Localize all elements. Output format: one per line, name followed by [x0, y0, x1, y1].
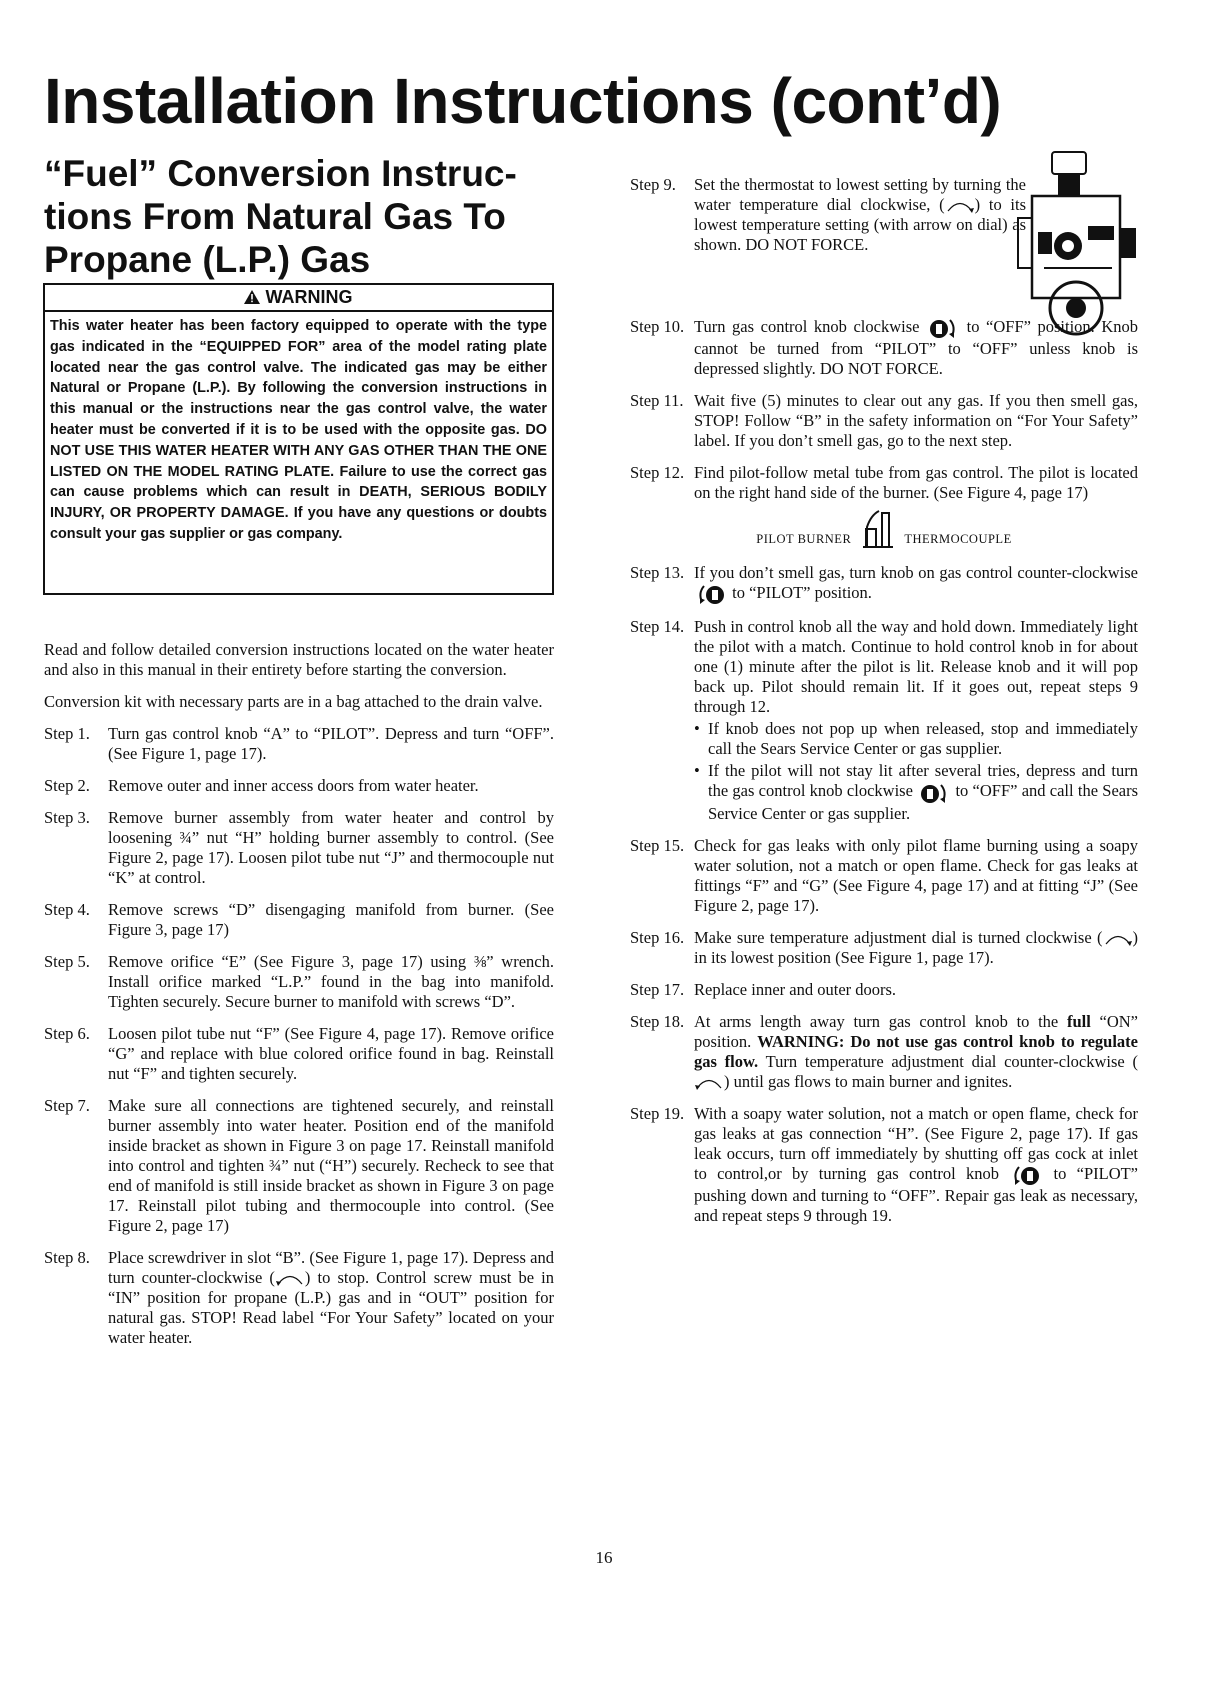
step-warning-text: WARNING: Do not use gas control knob to regulate gas flow. — [694, 1031, 1139, 1071]
step-text-b: to “PILOT” position. — [732, 583, 872, 603]
step-text-a: Set the thermostat to lowest setting by turning the water temperature dial clockwise, ( — [694, 175, 1026, 214]
step-label: Step 7. — [44, 1096, 90, 1115]
step-8 — [44, 1248, 554, 1348]
step-text-b: to “PILOT” pushing down and turning to “OFF”. Repair gas leak as necessary, and repeat steps 9 through 19. — [694, 1163, 1139, 1225]
step-4 — [44, 900, 554, 940]
step-text: Make sure all connections are tightened securely, and reinstall burner assembly into water heater. Position end of the manifold inside bracket as shown in Figure 3 on page 17. Reinstall manifold into control and tighten ¾” nut (“H”) securely. Recheck to see that end of manifold is still inside bracket as shown in Figure 3 on page 17. Reinstall pilot tubing and thermocouple into control. (See Figure 2, page 17) — [108, 1096, 554, 1235]
step-text-b: ) in its lowest position (See Figure 1, page 17). — [694, 927, 1138, 967]
step-text: Push in control knob all the way and hold down. Immediately light the pilot with a match. Continue to hold control knob in for about one (1) minute after the pilot is lit. Release knob and it will pop back up. Pilot should remain lit. If it goes out, repeat steps 9 through 12. — [694, 617, 1138, 717]
pilot-burner-icon — [861, 509, 895, 549]
warning-triangle-icon — [244, 290, 260, 304]
bullet-text-b: to “OFF” and call the Sears Service Center or gas supplier. — [708, 781, 1139, 823]
intro-paragraph-2: Conversion kit with necessary parts are in a bag attached to the drain valve. — [44, 692, 543, 711]
step-label: Step 4. — [44, 900, 90, 919]
step-label: Step 9. — [630, 175, 676, 194]
step-label: Step 10. — [630, 317, 685, 336]
step-text-a: At arms length away turn gas control knob to the — [694, 1011, 1059, 1031]
right-column — [630, 175, 1138, 1238]
left-column — [44, 640, 554, 1360]
step-text: Check for gas leaks with only pilot flame burning using a soapy water solution, not a match or open flame. Check for gas leaks at fittings “F” and “G” (See Figure 4, page 17) and at fitting “J” (See Figure 2, page 17). — [694, 835, 1138, 915]
step-text-b: “ON” position. — [694, 1011, 1138, 1051]
warning-heading-text: WARNING — [265, 287, 353, 307]
step-text: Find pilot-follow metal tube from gas control. The pilot is located on the right hand side of the burner. (See Figure 4, page 17) — [694, 463, 1138, 503]
step-14-bullet-2 — [694, 761, 1138, 823]
step-label: Step 3. — [44, 808, 90, 827]
step-text-full: full — [1066, 1011, 1091, 1031]
step-18 — [630, 1012, 1138, 1092]
step-text-a: Make sure temperature adjustment dial is turned clockwise ( — [694, 927, 1103, 947]
step-label: Step 13. — [630, 563, 685, 583]
step-label: Step 17. — [630, 979, 685, 999]
step-text-a: With a soapy water solution, not a match or open flame, check for gas leaks at gas connection “H”. (See Figure 2, page 17). If gas leak occurs, turn off immediately by shutting off gas cock at inlet to control,or by turning gas control knob — [694, 1103, 1138, 1183]
knob-counter-clockwise-icon — [694, 583, 728, 605]
step-text: Remove screws “D” disengaging manifold from burner. (See Figure 3, page 17) — [108, 900, 554, 939]
clockwise-arrow-icon — [945, 199, 975, 213]
page-number: 16 — [595, 1548, 613, 1567]
step-text: Turn gas control knob “A” to “PILOT”. Depress and turn “OFF”. (See Figure 1, page 17). — [108, 724, 554, 763]
step-text-c: Turn temperature adjustment dial counter-clockwise ( — [765, 1051, 1138, 1071]
pilot-burner-diagram — [630, 509, 1138, 549]
step-label: Step 18. — [630, 1011, 685, 1031]
knob-clockwise-icon — [926, 317, 960, 339]
warning-text: This water heater has been factory equipped to operate with the type gas indicated in the “EQUIPPED FOR” area of the model rating plate located near the gas control valve. The indicated gas may be either Natural or Propane (L.P.). By following the conversion instructions in this manual or the instructions near the gas control valve, the water heater must be converted if it is to be used with the opposite gas. DO NOT USE THIS WATER HEATER WITH ANY GAS OTHER THAN THE ONE LISTED ON THE MODEL RATING PLATE. Failure to use the correct gas can cause problems which can result in DEATH, SERIOUS BODILY INJURY, OR PROPERTY DAMAGE. If you have any questions or doubts consult your gas supplier or gas company. — [50, 318, 547, 542]
section-title: “Fuel” Conversion Instructions From Natural Gas To Propane (L.P.) Gas — [44, 153, 517, 280]
step-5 — [44, 952, 554, 1012]
step-6 — [44, 1024, 554, 1084]
step-text-d: ) until gas flows to main burner and ignites. — [724, 1071, 1013, 1091]
step-1 — [44, 724, 554, 764]
step-text-a: If you don’t smell gas, turn knob on gas control counter-clockwise — [694, 563, 1138, 583]
step-text: Remove outer and inner access doors from water heater. — [108, 776, 479, 795]
step-label: Step 12. — [630, 463, 685, 483]
step-12 — [630, 463, 1138, 503]
clockwise-arrow-icon — [1103, 932, 1133, 946]
step-19 — [630, 1104, 1138, 1226]
intro-paragraph-1: Read and follow detailed conversion instructions located on the water heater and also in this manual in their entirety before starting the conversion. — [44, 640, 554, 679]
step-text-b: ) to stop. Control screw must be in “IN” position for propane (L.P.) gas and in “OUT” position for natural gas. STOP! Read label “For Your Safety” located on your water heater. — [108, 1268, 554, 1347]
step-text: Remove burner assembly from water heater and control by loosening ¾” nut “H” holding burner assembly to control. (See Figure 2, page 17). Loosen pilot tube nut “J” and thermocouple nut “K” at control. — [108, 808, 554, 887]
step-text: Replace inner and outer doors. — [694, 979, 897, 999]
page-title: Installation Instructions (cont’d) — [44, 65, 1002, 137]
step-text: Remove orifice “E” (See Figure 3, page 17) using ⅜” wrench. Install orifice marked “L.P.” found in the bag into manifold. Tighten securely. Secure burner to manifold with screws “D”. — [108, 952, 554, 1011]
bullet-text-a: If the pilot will not stay lit after several tries, depress and turn the gas control knob clockwise — [708, 761, 1138, 801]
knob-clockwise-icon — [917, 782, 951, 804]
step-13 — [630, 563, 1138, 605]
step-3 — [44, 808, 554, 888]
step-label: Step 11. — [630, 391, 684, 411]
step-label: Step 2. — [44, 776, 90, 795]
knob-counter-clockwise-icon — [1009, 1164, 1043, 1186]
step-label: Step 8. — [44, 1248, 90, 1267]
step-7 — [44, 1096, 554, 1236]
warning-box — [43, 283, 554, 595]
pilot-burner-label: PILOT BURNER — [756, 532, 852, 547]
thermocouple-label: THERMOCOUPLE — [904, 532, 1012, 547]
step-label: Step 1. — [44, 724, 90, 743]
warning-heading — [45, 285, 552, 312]
step-15 — [630, 836, 1138, 916]
step-label: Step 19. — [630, 1103, 685, 1123]
step-14-bullet-1: • If knob does not pop up when released, stop and immediately call the Sears Service Center or gas supplier. — [694, 719, 1138, 759]
step-text-a: Turn gas control knob clockwise — [694, 317, 920, 336]
step-9 — [630, 175, 1138, 255]
step-label: Step 5. — [44, 952, 90, 971]
step-11 — [630, 391, 1138, 451]
step-text-a: Place screwdriver in slot “B”. (See Figure 1, page 17). Depress and turn counter-clockwise ( — [108, 1248, 554, 1287]
step-label: Step 6. — [44, 1024, 90, 1043]
step-label: Step 16. — [630, 927, 685, 947]
step-2 — [44, 776, 554, 796]
counter-clockwise-arrow-icon — [275, 1272, 305, 1286]
step-text: Wait five (5) minutes to clear out any gas. If you then smell gas, STOP! Follow “B” in the safety information on “For Your Safety” label. If you don’t smell gas, go to the next step. — [694, 391, 1138, 451]
step-label: Step 15. — [630, 835, 685, 855]
step-label: Step 14. — [630, 617, 685, 637]
step-14 — [630, 617, 1138, 823]
step-text: Loosen pilot tube nut “F” (See Figure 4, page 17). Remove orifice “G” and replace with blue colored orifice found in bag. Reinstall nut “F” and tighten securely. — [108, 1024, 554, 1083]
step-10 — [630, 317, 1138, 379]
counter-clockwise-arrow-icon — [694, 1076, 724, 1090]
step-17 — [630, 980, 1138, 1000]
step-text-b: to “OFF” position. Knob cannot be turned from “PILOT” to “OFF” unless knob is depressed slightly. DO NOT FORCE. — [694, 317, 1139, 379]
step-text-b: ) to its lowest temperature setting (with arrow on dial) as shown. DO NOT FORCE. — [694, 195, 1026, 254]
step-16 — [630, 928, 1138, 968]
